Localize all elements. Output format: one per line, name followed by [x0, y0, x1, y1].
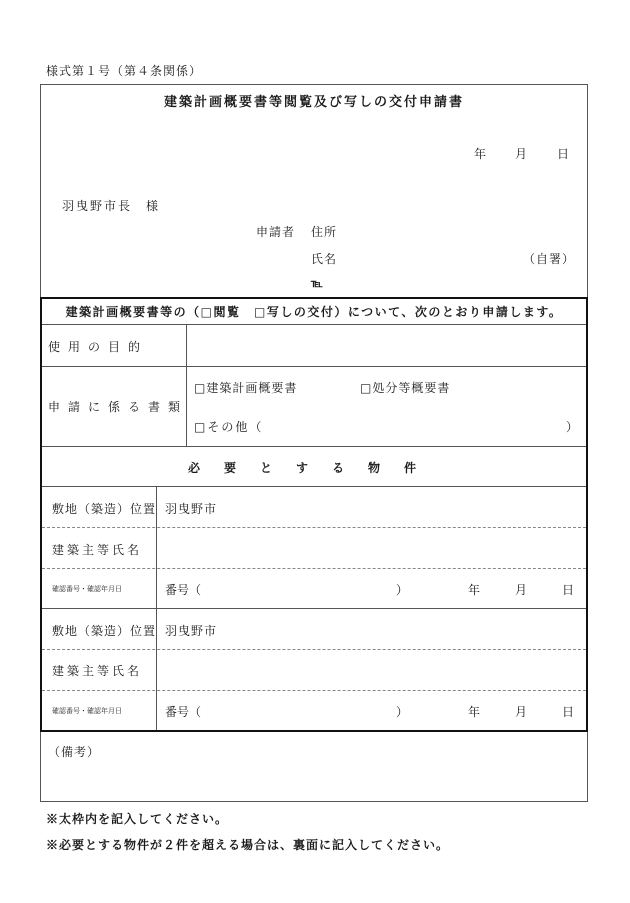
date-year: 年	[474, 147, 487, 161]
date-day: 日	[557, 147, 570, 161]
tel-label: ℡	[311, 277, 323, 290]
divider	[42, 568, 586, 569]
request-prefix: 建築計画概要書等の（	[65, 305, 201, 319]
confirmation-number-open[interactable]: 番号（	[165, 583, 202, 597]
site-location-label: 敷地（築造）位置	[52, 502, 157, 516]
confirmation-label: 確認番号・確認年月日	[52, 707, 122, 715]
confirmation-number-close: ）	[396, 583, 409, 597]
request-statement	[40, 303, 588, 320]
purpose-input[interactable]	[188, 328, 584, 364]
doc-option-disposition[interactable]: □処分等概要書	[360, 381, 451, 395]
owner-name-label: 建築主等氏名	[52, 543, 143, 557]
confirmation-month: 月	[515, 583, 528, 597]
address-label: 住所	[311, 225, 338, 239]
required-properties-header: 必要とする物件	[187, 461, 440, 475]
column-divider	[186, 325, 187, 446]
option-view-checkbox[interactable]: □閲覧	[200, 305, 241, 319]
confirmation-year: 年	[468, 705, 481, 719]
form-number-label: 様式第１号（第４条関係）	[46, 64, 203, 78]
remarks-label: （備考）	[48, 745, 101, 759]
divider	[42, 608, 586, 609]
confirmation-month: 月	[515, 705, 528, 719]
divider	[42, 527, 586, 528]
confirmation-day: 日	[562, 705, 575, 719]
divider	[42, 649, 586, 650]
confirmation-year: 年	[468, 583, 481, 597]
documents-label: 申請に係る書類	[48, 400, 189, 414]
doc-other-close: ）	[566, 420, 579, 434]
divider	[42, 324, 586, 325]
owner-name-input[interactable]	[160, 530, 584, 566]
name-label: 氏名	[311, 252, 338, 266]
form-title: 建築計画概要書等閲覧及び写しの交付申請書	[163, 95, 464, 110]
doc-option-building-plan[interactable]: □建築計画概要書	[194, 381, 298, 395]
confirmation-label: 確認番号・確認年月日	[52, 585, 122, 593]
date-month: 月	[515, 147, 528, 161]
site-location-label: 敷地（築造）位置	[52, 624, 157, 638]
site-location-value[interactable]: 羽曳野市	[165, 624, 218, 638]
owner-name-label: 建築主等氏名	[52, 664, 143, 678]
owner-name-input[interactable]	[160, 652, 584, 688]
confirmation-number-close: ）	[396, 705, 409, 719]
request-suffix: ）について、次のとおり申請します。	[334, 305, 563, 319]
doc-option-other[interactable]: □その他（	[194, 420, 264, 434]
divider	[42, 486, 586, 487]
note-1: ※太枠内を記入してください。	[46, 812, 229, 826]
divider	[42, 690, 586, 691]
note-2: ※必要とする物件が２件を超える場合は、裏面に記入してください。	[46, 838, 450, 852]
divider	[42, 446, 586, 447]
option-copy-checkbox[interactable]: □写しの交付	[253, 305, 335, 319]
signature-note: （自署）	[523, 252, 576, 266]
divider	[42, 366, 586, 367]
applicant-label: 申請者	[256, 225, 296, 239]
addressee: 羽曳野市長 様	[62, 199, 161, 213]
purpose-label: 使用の目的	[48, 340, 149, 354]
confirmation-number-open[interactable]: 番号（	[165, 705, 202, 719]
site-location-value[interactable]: 羽曳野市	[165, 502, 218, 516]
confirmation-day: 日	[562, 583, 575, 597]
